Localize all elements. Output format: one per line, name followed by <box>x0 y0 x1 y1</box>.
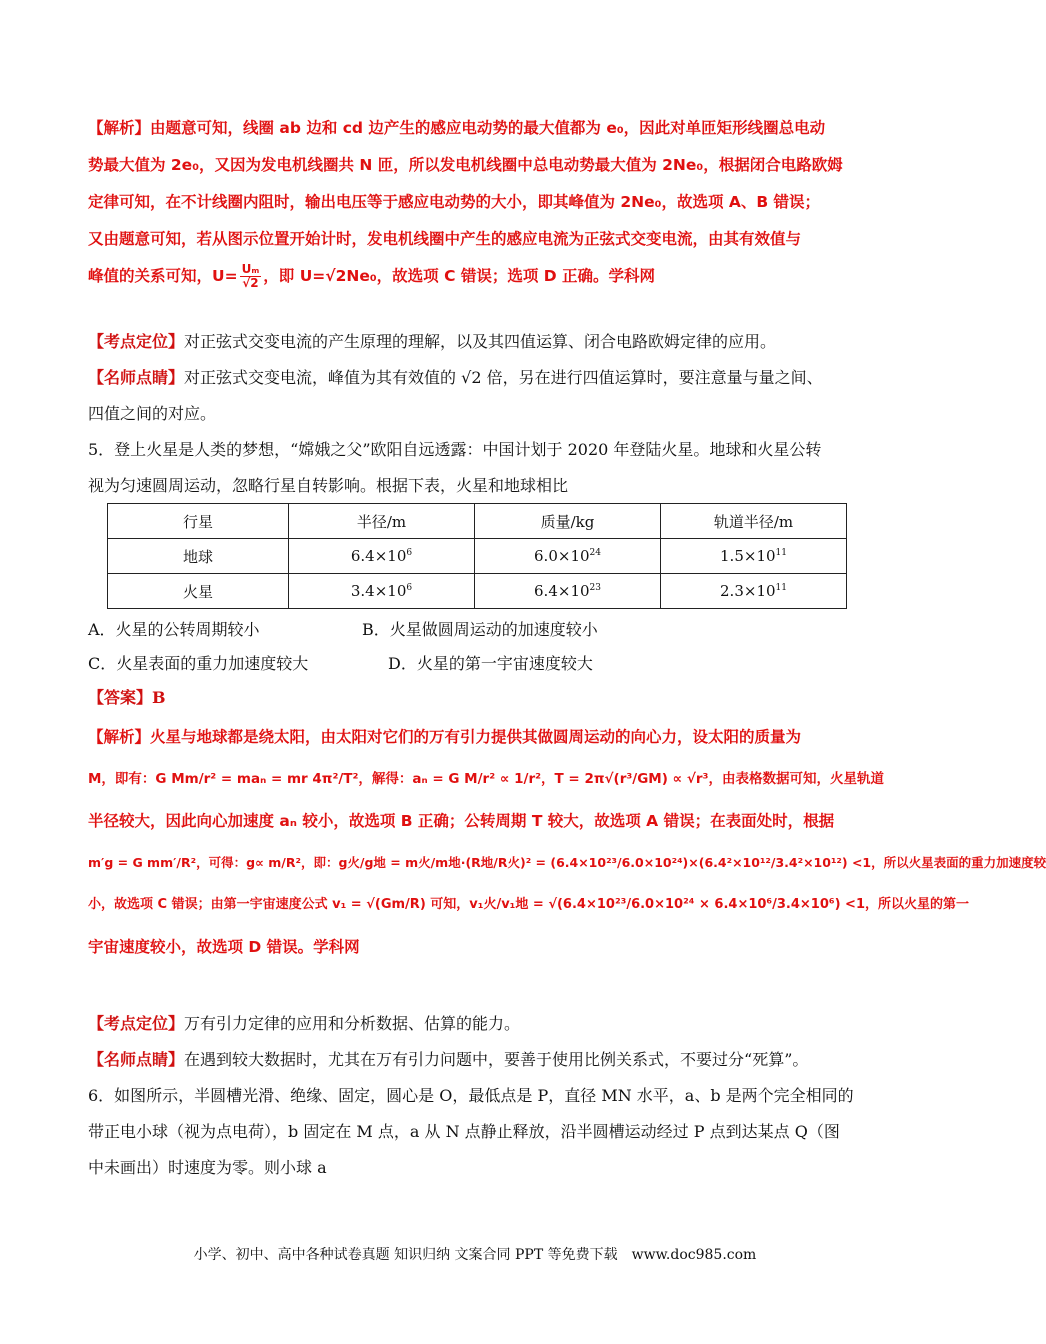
table-cell-orbit: $1.5\times 10^{11}$ <box>661 539 847 574</box>
mingshi-block-2 <box>88 1042 878 1078</box>
answer-block <box>88 680 878 716</box>
analysis1-line-4: 又由题意可知，若从图示位置开始计时，发电机线圈中产生的感应电流为正弦式交变电流，由其有效值与 <box>88 230 802 248</box>
table-cell-radius: $6.4\times 10^6$ <box>289 539 475 574</box>
sqrt2-symbol: √2 <box>325 267 347 285</box>
mingshi2-text: 在遇到较大数据时，尤其在万有引力问题中，要善于使用比例关系式，不要过分“死算”。 <box>184 1050 809 1069</box>
kaodian2-text: 万有引力定律的应用和分析数据、估算的能力。 <box>184 1014 521 1033</box>
q6-line-1: 6．如图所示，半圆槽光滑、绝缘、固定，圆心是 O，最低点是 P，直径 MN 水平，a、b 是两个完全相同的 <box>88 1086 854 1105</box>
analysis1-line-3: 定律可知，在不计线圈内阻时，输出电压等于感应电动势的大小，即其峰值为 2Ne₀，故选项 A、B 错误； <box>88 193 821 211</box>
analysis1-line-2: 势最大值为 2e₀，又因为发电机线圈共 N 匝，所以发电机线圈中总电动势最大值为 2Ne₀，根据闭合电路欧姆 <box>88 156 843 174</box>
page-footer: 小学、初中、高中各种试卷真题 知识归纳 文案合同 PPT 等免费下载 www.doc985.com <box>193 1247 757 1263</box>
table-cell-radius: $3.4\times 10^6$ <box>289 574 475 609</box>
analysis-block-2 <box>88 716 1046 968</box>
table-cell-orbit: $2.3\times 10^{11}$ <box>661 574 847 609</box>
table-header-cell: 行星 <box>108 504 289 539</box>
analysis2-line-5: 小，故选项 C 错误；由第一宇宙速度公式 v₁ = √(Gm/R) 可知，v₁火/v₁地 = √(6.4×10²³/6.0×10²⁴ × 6.4×10⁶/3.4×10⁶) <1，所以火星的第一 <box>88 897 969 912</box>
um-over-sqrt2-fraction <box>240 263 262 290</box>
option-c: C．火星表面的重力加速度较大 <box>88 654 309 673</box>
table-header-cell: 轨道半径/m <box>661 504 847 539</box>
analysis-block-1 <box>88 110 878 295</box>
option-b: B．火星做圆周运动的加速度较小 <box>362 620 598 639</box>
kaodian1-tag: 【考点定位】 <box>88 332 185 351</box>
answer-value: B <box>152 688 166 707</box>
analysis1-last-prefix: 峰值的关系可知，U= <box>88 267 238 285</box>
table-header-cell: 质量/kg <box>475 504 661 539</box>
kaodian2-tag: 【考点定位】 <box>88 1014 185 1033</box>
table-cell-planet: 地球 <box>108 539 289 574</box>
mingshi1-text-b: 倍，另在进行四值运算时，要注意量与量之间、 <box>486 368 823 387</box>
planet-data-table <box>107 503 847 609</box>
q5-line-2: 视为匀速圆周运动，忽略行星自转影响。根据下表，火星和地球相比 <box>88 476 569 495</box>
mingshi-block-1 <box>88 360 878 432</box>
analysis1-last-suffix: Ne₀，故选项 C 错误；选项 D 正确。学科网 <box>346 267 656 285</box>
analysis1-line-1: 【解析】由题意可知，线圈 ab 边和 cd 边产生的感应电动势的最大值都为 e₀，因此对单匝矩形线圈总电动 <box>88 119 826 137</box>
mingshi1-tag: 【名师点睛】 <box>88 368 185 387</box>
q6-line-3: 中未画出）时速度为零。则小球 a <box>88 1158 327 1177</box>
q6-line-2: 带正电小球（视为点电荷），b 固定在 M 点，a 从 N 点静止释放，沿半圆槽运动经过 P 点到达某点 Q（图 <box>88 1122 840 1141</box>
table-cell-mass: $6.4\times 10^{23}$ <box>475 574 661 609</box>
analysis2-line-2: M，即有：G Mm/r² = maₙ = mr 4π²/T²，解得：aₙ = G M/r² ∝ 1/r²，T = 2π√(r³/GM) ∝ √r³，由表格数据可知，火星轨道 <box>88 771 884 787</box>
q5-line-1: 5．登上火星是人类的梦想，“嫦娥之父”欧阳自远透露：中国计划于 2020 年登陆火星。地球和火星公转 <box>88 440 822 459</box>
mingshi1-text-2: 四值之间的对应。 <box>88 404 217 423</box>
option-a: A．火星的公转周期较小 <box>88 620 260 639</box>
fraction-numerator: Uₘ <box>241 262 260 276</box>
analysis2-line-4: m′g = G mm′/R²，可得：g∝ m/R²，即：g火/g地 = m火/m地·(R地/R火)² = (6.4×10²³/6.0×10²⁴)×(6.4²×10¹²/3.4²×10¹²) <1，所以火星表面的重力加速度较 <box>88 855 1046 870</box>
analysis2-line-1: 【解析】火星与地球都是绕太阳，由太阳对它们的万有引力提供其做圆周运动的向心力，设太阳的质量为 <box>88 728 802 746</box>
kaodian1-text: 对正弦式交变电流的产生原理的理解，以及其四值运算、闭合电路欧姆定律的应用。 <box>184 332 777 351</box>
table-row <box>108 539 847 574</box>
kaodian-block-2 <box>88 1006 878 1042</box>
analysis2-line-3: 半径较大，因此向心加速度 aₙ 较小，故选项 B 正确；公转周期 T 较大，故选项 A 错误；在表面处时，根据 <box>88 812 835 830</box>
option-d: D．火星的第一宇宙速度较大 <box>388 654 593 673</box>
question-6 <box>88 1078 878 1186</box>
table-cell-mass: $6.0\times 10^{24}$ <box>475 539 661 574</box>
analysis1-line-5 <box>88 258 878 295</box>
table-header-cell: 半径/m <box>289 504 475 539</box>
mingshi1-text-a: 对正弦式交变电流，峰值为其有效值的 <box>184 368 457 387</box>
answer-tag: 【答案】 <box>88 688 153 707</box>
fraction-denominator: √2 <box>242 276 259 290</box>
analysis2-line-6: 宇宙速度较小，故选项 D 错误。学科网 <box>88 938 360 956</box>
mingshi2-tag: 【名师点睛】 <box>88 1050 185 1069</box>
analysis1-last-mid: ，即 U= <box>263 267 326 285</box>
table-cell-planet: 火星 <box>108 574 289 609</box>
question-5 <box>88 432 878 504</box>
kaodian-block-1 <box>88 324 878 360</box>
mingshi1-sqrt2: √2 <box>461 368 482 387</box>
table-header-row <box>108 504 847 539</box>
table-row <box>108 574 847 609</box>
